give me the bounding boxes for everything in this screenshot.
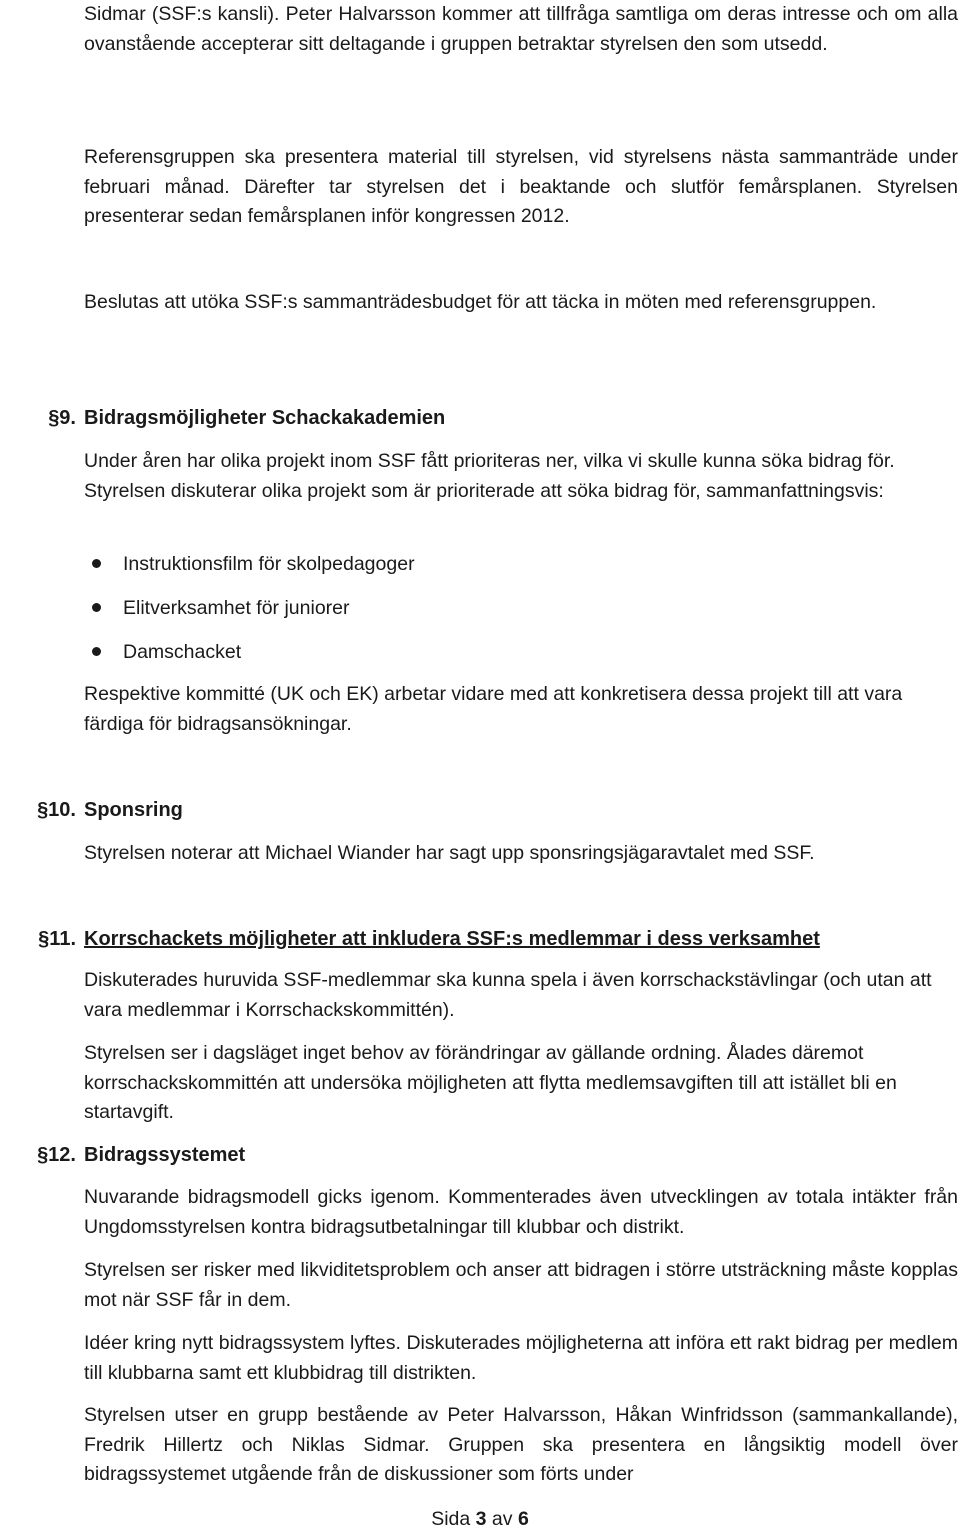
list-item xyxy=(84,549,884,579)
section-12-paragraph-2: Styrelsen ser risker med likviditetsproblem och anser att bidragen i större utsträckning måste kopplas mot när SSF får in dem. xyxy=(84,1259,958,1311)
page-label: Sida xyxy=(431,1508,471,1530)
intro-paragraph-1: Sidmar (SSF:s kansli). Peter Halvarsson kommer att tillfråga samtliga om deras intresse och om alla ovanstående accepterar sitt deltagande i gruppen betraktar styrelsen den som utsedd. xyxy=(84,3,958,55)
list-item-text: Damschacket xyxy=(123,641,242,663)
intro-paragraph-2: Referensgruppen ska presentera material till styrelsen, vid styrelsens nästa sammanträde under februari månad. Därefter tar styrelsen det i beaktande och slutför femårsplanen. Styrelsen presenterar sedan femårsplanen inför kongressen 2012. xyxy=(84,146,958,227)
section-11-paragraph-1: Diskuterades huruvida SSF-medlemmar ska kunna spela i även korrschackstävlingar (och utan att vara medlemmar i Korrschackskommittén). xyxy=(84,969,932,1021)
bullet-icon xyxy=(92,647,101,656)
list-item xyxy=(84,593,884,623)
section-9-paragraph-2: Respektive kommitté (UK och EK) arbetar vidare med att konkretisera dessa projekt till att vara färdiga för bidragsansökningar. xyxy=(84,683,903,735)
section-11-number: §11. xyxy=(38,928,76,950)
section-10-title: Sponsring xyxy=(84,799,183,821)
section-12-title: Bidragssystemet xyxy=(84,1144,246,1166)
page-of-label: av xyxy=(491,1508,513,1530)
list-item-text: Elitverksamhet för juniorer xyxy=(123,597,350,619)
section-9-number: §9. xyxy=(48,407,76,429)
total-page-number: 6 xyxy=(517,1508,529,1530)
page-footer xyxy=(0,1505,960,1533)
section-10-number: §10. xyxy=(37,799,76,821)
section-9-title: Bidragsmöjligheter Schackakademien xyxy=(84,407,446,429)
section-12-paragraph-3: Idéer kring nytt bidragssystem lyftes. Diskuterades möjligheterna att införa ett rakt bidrag per medlem till klubbarna samt ett klubbidrag till distrikten. xyxy=(84,1332,958,1384)
list-item xyxy=(84,637,884,667)
section-12-number: §12. xyxy=(37,1144,76,1166)
section-12-paragraph-1: Nuvarande bidragsmodell gicks igenom. Kommenterades även utvecklingen av totala intäkter från Ungdomsstyrelsen kontra bidragsutbetalningar till klubbar och distrikt. xyxy=(84,1186,958,1238)
current-page-number: 3 xyxy=(475,1508,487,1530)
bullet-icon xyxy=(92,559,101,568)
section-9-paragraph-1: Under åren har olika projekt inom SSF fått prioriteras ner, vilka vi skulle kunna söka bidrag för. Styrelsen diskuterar olika projekt som är prioriterade att söka bidrag för, sammanfattningsvis: xyxy=(84,450,895,502)
section-12-paragraph-4: Styrelsen utser en grupp bestående av Peter Halvarsson, Håkan Winfridsson (sammankallande), Fredrik Hillertz och Niklas Sidmar. Gruppen ska presentera en långsiktig modell över bidragssystemet utgående från de diskussioner som förts under xyxy=(84,1404,958,1485)
section-11-title: Korrschackets möjligheter att inkludera SSF:s medlemmar i dess verksamhet xyxy=(84,928,820,950)
bullet-icon xyxy=(92,603,101,612)
section-10-paragraph-1: Styrelsen noterar att Michael Wiander har sagt upp sponsringsjägaravtalet med SSF. xyxy=(84,842,815,864)
section-11-paragraph-2: Styrelsen ser i dagsläget inget behov av förändringar av gällande ordning. Ålades däremot korrschackskommittén att undersöka möjligheten att flytta medlemsavgiften till att istället bli en startavgift. xyxy=(84,1042,897,1123)
list-item-text: Instruktionsfilm för skolpedagoger xyxy=(123,553,415,575)
intro-paragraph-3: Beslutas att utöka SSF:s sammanträdesbudget för att täcka in möten med referensgruppen. xyxy=(84,291,877,313)
